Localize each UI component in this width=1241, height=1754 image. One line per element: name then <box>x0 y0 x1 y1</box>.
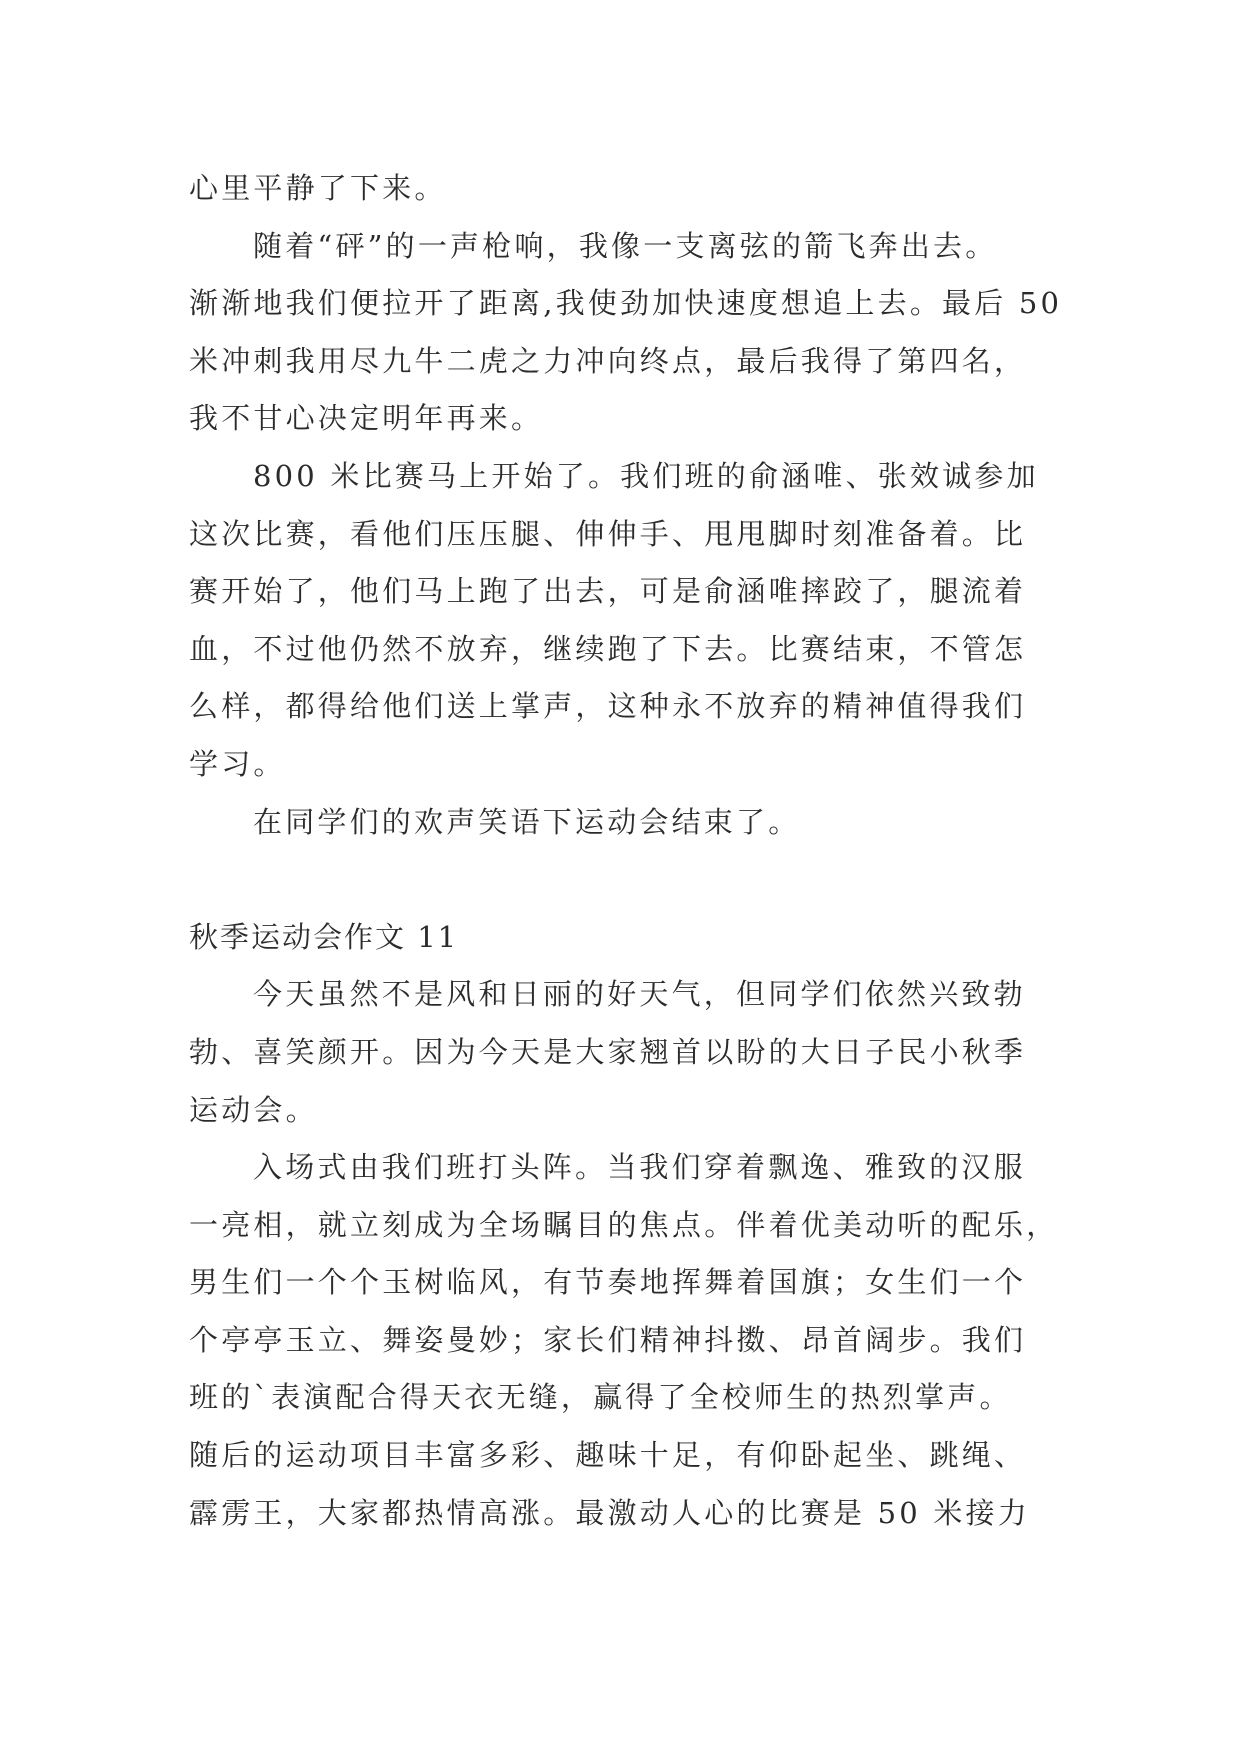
text-line: 在同学们的欢声笑语下运动会结束了。 <box>253 804 801 839</box>
text-line: 霹雳王，大家都热情高涨。最激动人心的比赛是 50 米接力 <box>189 1495 1030 1530</box>
text-line: 学习。 <box>189 746 286 781</box>
text-line: 800 米比赛马上开始了。我们班的俞涵唯、张效诚参加 <box>253 458 1039 493</box>
section-gap <box>189 851 1069 909</box>
section-heading: 秋季运动会作文 11 <box>189 919 459 954</box>
text-line: 运动会。 <box>189 1092 318 1127</box>
text-line: 随着“砰”的一声枪响，我像一支离弦的箭飞奔出去。 <box>253 228 998 263</box>
text-line: 班的`表演配合得天衣无缝，赢得了全校师生的热烈掌声。 <box>189 1380 1012 1415</box>
paragraph-continuation <box>189 160 1069 218</box>
text-line: 这次比赛，看他们压压腿、伸伸手、甩甩脚时刻准备着。比 <box>189 516 1027 551</box>
text-line: 今天虽然不是风和日丽的好天气，但同学们依然兴致勃 <box>253 977 1026 1012</box>
text-line: 心里平静了下来。 <box>189 171 447 205</box>
text-line: 随后的运动项目丰富多彩、趣味十足，有仰卧起坐、跳绳、 <box>189 1438 1027 1473</box>
document-body <box>189 160 1069 1542</box>
text-line: 米冲刺我用尽九牛二虎之力冲向终点，最后我得了第四名， <box>189 343 1027 378</box>
paragraph-gunshot <box>189 218 1069 448</box>
text-line: 赛开始了，他们马上跑了出去，可是俞涵唯摔跤了，腿流着 <box>189 574 1027 609</box>
paragraph-800m <box>189 448 1069 794</box>
text-line: 男生们一个个玉树临风，有节奏地挥舞着国旗；女生们一个 <box>189 1265 1027 1300</box>
paragraph-ending <box>189 794 1069 852</box>
text-line: 入场式由我们班打头阵。当我们穿着飘逸、雅致的汉服 <box>253 1150 1026 1185</box>
paragraph-entry <box>189 1139 1069 1542</box>
text-line: 我不甘心决定明年再来。 <box>189 401 544 436</box>
text-line: 血，不过他仍然不放弃，继续跑了下去。比赛结束，不管怎 <box>189 631 1027 666</box>
text-line: 么样，都得给他们送上掌声，这种永不放弃的精神值得我们 <box>189 689 1027 724</box>
text-line: 勃、喜笑颜开。因为今天是大家翘首以盼的大日子民小秋季 <box>189 1034 1027 1069</box>
text-line: 一亮相，就立刻成为全场瞩目的焦点。伴着优美动听的配乐， <box>189 1207 1059 1242</box>
paragraph-today <box>189 966 1069 1139</box>
text-line: 渐渐地我们便拉开了距离,我使劲加快速度想追上去。最后 50 <box>189 286 1063 321</box>
text-line: 个亭亭玉立、舞姿曼妙；家长们精神抖擞、昂首阔步。我们 <box>189 1322 1027 1357</box>
